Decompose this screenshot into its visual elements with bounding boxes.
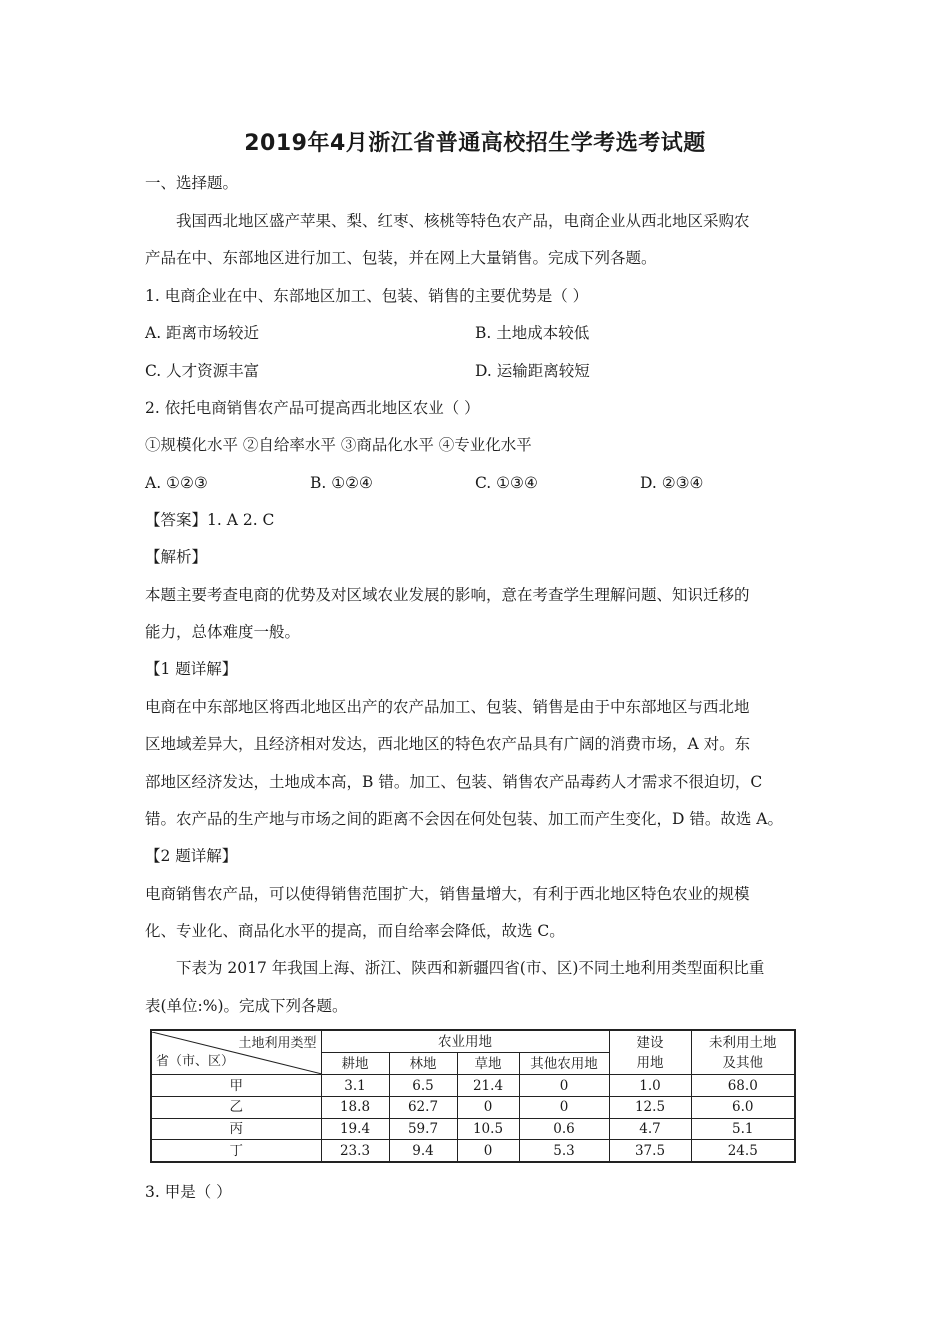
- table-header-row: [151, 1030, 795, 1053]
- table-cell: 5.3: [519, 1140, 609, 1162]
- subheader-cell: 林地: [389, 1053, 457, 1075]
- table-row: [151, 1097, 795, 1119]
- agri-group-header: 农业用地: [321, 1030, 609, 1053]
- table-cell: 0: [457, 1140, 519, 1162]
- table-cell: 62.7: [389, 1097, 457, 1119]
- table-cell: 23.3: [321, 1140, 389, 1162]
- table-row: [151, 1140, 795, 1162]
- table-cell: 24.5: [691, 1140, 795, 1162]
- detail-2-text-line: 化、专业化、商品化水平的提高，而自给率会降低，故选 C。: [145, 922, 565, 940]
- table-cell: 37.5: [609, 1140, 691, 1162]
- table-cell: 4.7: [609, 1118, 691, 1140]
- detail-1-text-line: 错。农产品的生产地与市场之间的距离不会因在何处包装、加工而产生变化，D 错。故选 A。: [145, 810, 783, 828]
- table-cell: 5.1: [691, 1118, 795, 1140]
- q1-option-b: B. 土地成本较低: [475, 324, 590, 342]
- q2-option-b: B. ①②④: [310, 474, 373, 492]
- detail-2-text-line: 电商销售农产品，可以使得销售范围扩大，销售量增大，有利于西北地区特色农业的规模: [145, 885, 750, 903]
- table-cell: 3.1: [321, 1075, 389, 1097]
- unused-land-header: 未利用土地 及其他: [691, 1030, 795, 1075]
- table-cell: 59.7: [389, 1118, 457, 1140]
- q1-option-a: A. 距离市场较近: [145, 324, 260, 342]
- table-cell: 9.4: [389, 1140, 457, 1162]
- page-title: 2019年4月浙江省普通高校招生学考选考试题: [244, 131, 706, 156]
- q1-option-d: D. 运输距离较短: [475, 362, 590, 380]
- q2-option-a: A. ①②③: [145, 474, 208, 492]
- table-cell: 0: [457, 1097, 519, 1119]
- table-cell: 18.8: [321, 1097, 389, 1119]
- row-name-cell: 乙: [151, 1097, 321, 1119]
- q2-option-c: C. ①③④: [475, 474, 538, 492]
- question-1-stem: 1. 电商企业在中、东部地区加工、包装、销售的主要优势是（ ）: [145, 287, 589, 305]
- subheader-cell: 耕地: [321, 1053, 389, 1075]
- table-cell: 0: [519, 1075, 609, 1097]
- table-cell: 6.5: [389, 1075, 457, 1097]
- q1-option-c: C. 人才资源丰富: [145, 362, 260, 380]
- table-intro-line: 下表为 2017 年我国上海、浙江、陕西和新疆四省(市、区)不同土地利用类型面积比重: [176, 959, 765, 977]
- q2-statement-items: ①规模化水平 ②自给率水平 ③商品化水平 ④专业化水平: [145, 436, 532, 454]
- table-cell: 10.5: [457, 1118, 519, 1140]
- subheader-cell: 草地: [457, 1053, 519, 1075]
- table-cell: 21.4: [457, 1075, 519, 1097]
- intro-paragraph-line: 我国西北地区盛产苹果、梨、红枣、核桃等特色农产品，电商企业从西北地区采购农: [176, 212, 750, 230]
- detail-1-text-line: 电商在中东部地区将西北地区出产的农产品加工、包装、销售是由于中东部地区与西北地: [145, 698, 750, 716]
- detail-1-text-line: 部地区经济发达，土地成本高，B 错。加工、包装、销售农产品毒药人才需求不很迫切，C: [145, 773, 763, 791]
- question-3-stem: 3. 甲是（ ）: [145, 1183, 232, 1201]
- detail-1-label: 【1 题详解】: [145, 660, 238, 678]
- corner-bottom-label: 省（市、区）: [156, 1053, 235, 1069]
- detail-1-text-line: 区地域差异大，且经济相对发达，西北地区的特色农产品具有广阔的消费市场，A 对。东: [145, 735, 751, 753]
- table-row: [151, 1075, 795, 1097]
- build-land-header: 建设 用地: [609, 1030, 691, 1075]
- table-intro-line: 表(单位:%)。完成下列各题。: [145, 997, 348, 1015]
- table-cell: 6.0: [691, 1097, 795, 1119]
- analysis-text-line: 本题主要考查电商的优势及对区域农业发展的影响，意在考查学生理解问题、知识迁移的: [145, 586, 750, 604]
- table-cell: 12.5: [609, 1097, 691, 1119]
- land-use-table: [150, 1029, 796, 1163]
- table-cell: 1.0: [609, 1075, 691, 1097]
- subheader-cell: 其他农用地: [519, 1053, 609, 1075]
- row-name-cell: 甲: [151, 1075, 321, 1097]
- question-2-stem: 2. 依托电商销售农产品可提高西北地区农业（ ）: [145, 399, 480, 417]
- corner-top-label: 土地利用类型: [238, 1035, 317, 1051]
- q2-option-d: D. ②③④: [640, 474, 704, 492]
- answer-line: 【答案】1. A 2. C: [145, 511, 275, 529]
- row-name-cell: 丁: [151, 1140, 321, 1162]
- table-cell: 68.0: [691, 1075, 795, 1097]
- table-row: [151, 1118, 795, 1140]
- detail-2-label: 【2 题详解】: [145, 847, 238, 865]
- table-corner-cell: [151, 1030, 321, 1075]
- analysis-label: 【解析】: [145, 548, 208, 566]
- analysis-text-line: 能力，总体难度一般。: [145, 623, 301, 641]
- row-name-cell: 丙: [151, 1118, 321, 1140]
- section-heading: 一、选择题。: [145, 174, 239, 192]
- table-cell: 0: [519, 1097, 609, 1119]
- intro-paragraph-line: 产品在中、东部地区进行加工、包装，并在网上大量销售。完成下列各题。: [145, 249, 657, 267]
- table-cell: 19.4: [321, 1118, 389, 1140]
- table-cell: 0.6: [519, 1118, 609, 1140]
